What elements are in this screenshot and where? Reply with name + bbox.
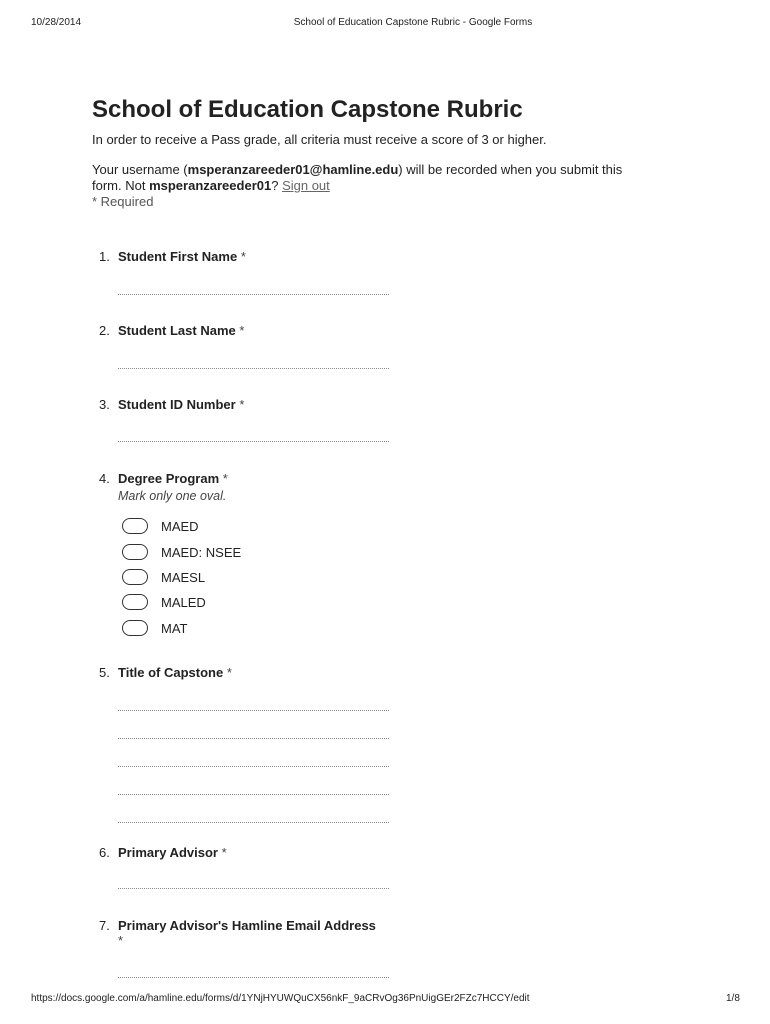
option-maesl[interactable] bbox=[122, 567, 205, 587]
question-number: 1. bbox=[99, 249, 110, 264]
question-label: Degree Program bbox=[118, 471, 220, 486]
option-label: MAED: NSEE bbox=[161, 544, 242, 560]
required-asterisk: * bbox=[239, 323, 245, 338]
form-title: School of Education Capstone Rubric bbox=[92, 96, 523, 123]
last-name-input[interactable] bbox=[118, 368, 389, 369]
question-primary-advisor bbox=[99, 845, 227, 860]
question-label: Title of Capstone bbox=[118, 665, 224, 680]
option-maed[interactable] bbox=[122, 516, 199, 536]
question-number: 4. bbox=[99, 471, 110, 486]
option-maled[interactable] bbox=[122, 592, 206, 612]
question-label: Student ID Number bbox=[118, 397, 236, 412]
print-date: 10/28/2014 bbox=[31, 17, 82, 28]
question-label: Primary Advisor bbox=[118, 845, 218, 860]
question-number: 5. bbox=[99, 665, 110, 680]
question-hint: Mark only one oval. bbox=[118, 489, 227, 503]
question-number: 2. bbox=[99, 323, 110, 338]
question-label: Student First Name bbox=[118, 249, 238, 264]
print-page-title: School of Education Capstone Rubric - Google Forms bbox=[293, 17, 533, 28]
question-degree-program bbox=[99, 471, 228, 486]
required-asterisk: * bbox=[239, 397, 245, 412]
primary-advisor-input[interactable] bbox=[118, 888, 389, 889]
notice-text-question: ? bbox=[271, 178, 283, 193]
required-asterisk: * bbox=[222, 471, 228, 486]
option-label: MAESL bbox=[161, 569, 206, 585]
print-page-number: 1/8 bbox=[726, 993, 740, 1004]
question-capstone-title bbox=[99, 665, 232, 680]
textarea-line bbox=[118, 710, 389, 711]
radio-oval[interactable] bbox=[122, 594, 148, 610]
textarea-line bbox=[118, 822, 389, 823]
textarea-line bbox=[118, 766, 389, 767]
question-label: Primary Advisor's Hamline Email Address bbox=[118, 918, 376, 933]
required-asterisk: * bbox=[240, 249, 246, 264]
question-label: Student Last Name bbox=[118, 323, 236, 338]
question-number: 6. bbox=[99, 845, 110, 860]
radio-oval[interactable] bbox=[122, 620, 148, 636]
username-email: msperanzareeder01@hamline.edu bbox=[187, 162, 399, 177]
question-advisor-email bbox=[99, 918, 376, 933]
question-last-name bbox=[99, 323, 244, 338]
sign-out-link[interactable]: Sign out bbox=[282, 178, 330, 193]
student-id-input[interactable] bbox=[118, 441, 389, 442]
radio-oval[interactable] bbox=[122, 544, 148, 560]
radio-oval[interactable] bbox=[122, 569, 148, 585]
question-number: 7. bbox=[99, 918, 110, 933]
question-student-id bbox=[99, 397, 244, 412]
radio-oval[interactable] bbox=[122, 518, 148, 534]
question-number: 3. bbox=[99, 397, 110, 412]
required-note: * Required bbox=[92, 194, 154, 209]
print-url: https://docs.google.com/a/hamline.edu/forms/d/1YNjHYUWQuCX56nkF_9aCRvOg36PnUigGEr2FZc7HCCY/edit bbox=[31, 993, 530, 1004]
username-notice bbox=[92, 162, 652, 194]
option-label: MAED bbox=[161, 518, 199, 534]
option-label: MALED bbox=[161, 594, 206, 610]
notice-text-start: Your username ( bbox=[92, 162, 188, 177]
option-label: MAT bbox=[161, 620, 188, 636]
first-name-input[interactable] bbox=[118, 294, 389, 295]
advisor-email-input[interactable] bbox=[118, 977, 389, 978]
required-asterisk: * bbox=[226, 665, 232, 680]
textarea-line bbox=[118, 794, 389, 795]
option-mat[interactable] bbox=[122, 618, 187, 638]
required-asterisk: * bbox=[118, 933, 124, 948]
username-short: msperanzareeder01 bbox=[149, 178, 272, 193]
notice-text-middle: ) will be recorded when you submit this form. Not bbox=[92, 162, 623, 193]
option-maed-nsee[interactable] bbox=[122, 542, 241, 562]
textarea-line bbox=[118, 738, 389, 739]
form-description: In order to receive a Pass grade, all criteria must receive a score of 3 or higher. bbox=[92, 132, 547, 147]
required-asterisk: * bbox=[221, 845, 227, 860]
question-first-name bbox=[99, 249, 246, 264]
